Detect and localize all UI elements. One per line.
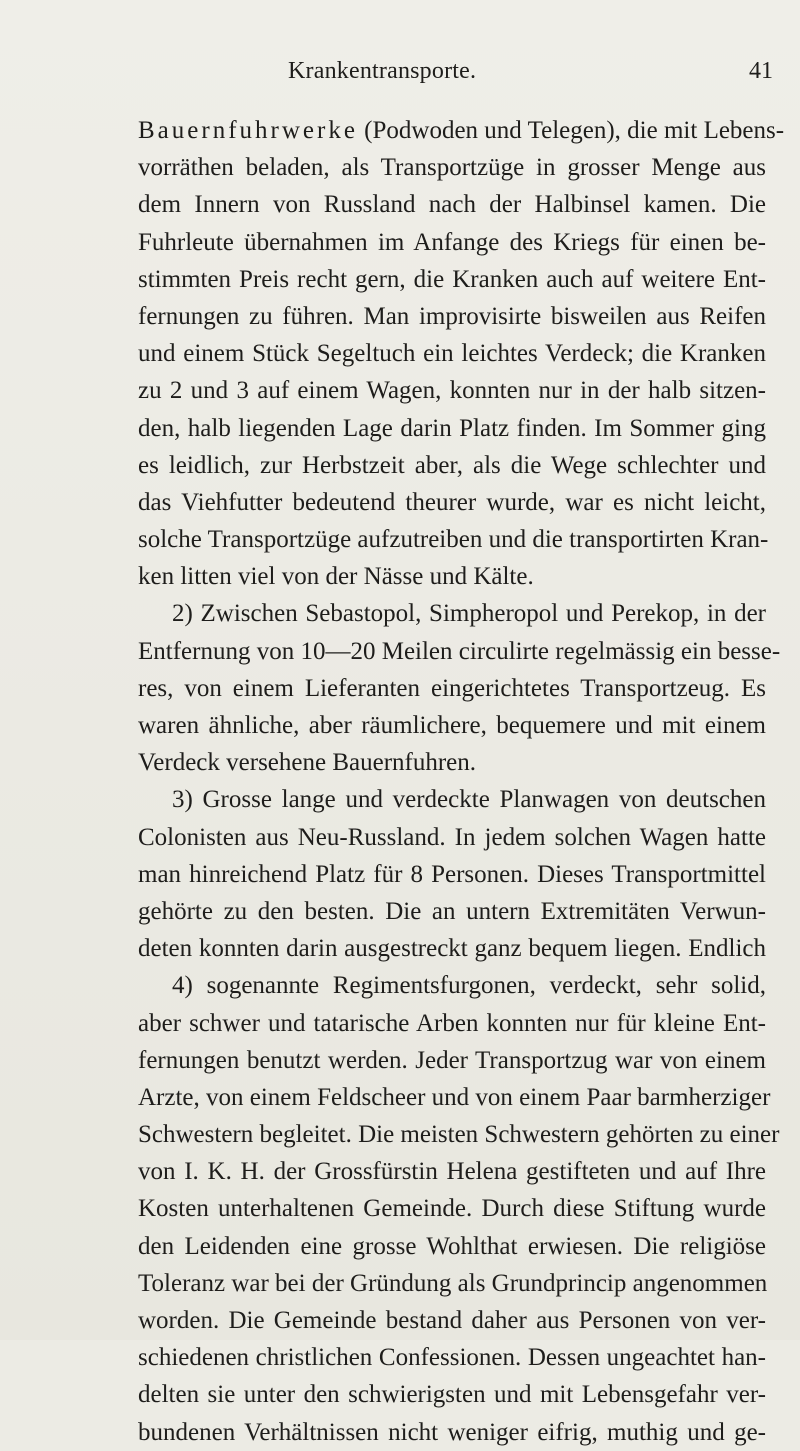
paragraph-first-line: 3) Grosse lange und verdeckte Planwagen von deutschen <box>172 786 766 814</box>
running-title: Krankentransporte. <box>288 58 477 84</box>
text-line: delten sie unter den schwierigsten und mit Lebensgefahr ver- <box>138 1381 766 1409</box>
paragraph-last-line: ken litten viel von der Nässe und Kälte. <box>138 563 534 591</box>
text-line: aber schwer und tatarische Arben konnten nur für kleine Ent- <box>138 1009 766 1037</box>
text-line: es leidlich, zur Herbstzeit aber, als die Wege schlechter und <box>138 451 766 479</box>
running-head <box>0 58 800 98</box>
text-line: vorräthen beladen, als Transportzüge in grosser Menge aus <box>138 154 766 182</box>
text-line: von I. K. H. der Grossfürstin Helena gestifteten und auf Ihre <box>138 1158 766 1186</box>
text-line <box>138 112 785 149</box>
text-line: worden. Die Gemeinde bestand daher aus Personen von ver- <box>138 1307 766 1334</box>
text-line: Arzte, von einem Feldscheer und von einem Paar barmherziger <box>138 1083 771 1111</box>
text-line: 4) sogenannte Regimentsfurgonen, verdeckt, sehr solid, <box>172 972 766 1000</box>
text-line: deten konnten darin ausgestreckt ganz bequem liegen. Endlich <box>138 935 766 963</box>
text-line: fernungen zu führen. Man improvisirte bisweilen aus Reifen <box>138 302 766 330</box>
text-line: waren ähnliche, aber räumlichere, bequemere und mit einem <box>138 712 766 739</box>
text-line: Fuhrleute übernahmen im Anfange des Kriegs für einen be- <box>138 228 766 256</box>
text-line: stimmten Preis recht gern, die Kranken auch auf weitere Ent- <box>138 265 766 293</box>
text-line: Toleranz war bei der Gründung als Grundprincip angenommen <box>138 1269 768 1297</box>
text-line: zu 2 und 3 auf einem Wagen, konnten nur in der halb sitzen- <box>138 377 766 405</box>
text-line: den Leidenden eine grosse Wohlthat erwiesen. Die religiöse <box>138 1232 766 1260</box>
body-text <box>138 112 785 1451</box>
text-line: gehörte zu den besten. Die an untern Extremitäten Verwun- <box>138 897 766 925</box>
text-line-rest: (Podwoden und Telegen), die mit Lebens- <box>357 117 785 144</box>
text-line: dem Innern von Russland nach der Halbinsel kamen. Die <box>138 191 766 219</box>
text-line: man hinreichend Platz für 8 Personen. Dieses Transportmittel <box>138 860 766 888</box>
paragraph-first-line: 2) Zwischen Sebastopol, Simpheropol und Perekop, in der <box>172 600 766 628</box>
text-line: res, von einem Lieferanten eingerichtetes Transportzeug. Es <box>138 674 766 702</box>
text-line: Colonisten aus Neu-Russland. In jedem solchen Wagen hatte <box>138 823 766 851</box>
spaced-term: Bauernfuhrwerke <box>138 117 358 144</box>
paragraph-last-line: Verdeck versehene Bauernfuhren. <box>138 749 477 777</box>
text-line: Entfernung von 10—20 Meilen circulirte regelmässig ein besse- <box>138 637 781 665</box>
text-line: das Viehfutter bedeutend theurer wurde, war es nicht leicht, <box>138 488 766 516</box>
text-line: und einem Stück Segeltuch ein leichtes Verdeck; die Kranken <box>138 340 766 368</box>
text-line: fernungen benutzt werden. Jeder Transportzug war von einem <box>138 1046 766 1074</box>
page-number: 41 <box>749 58 773 84</box>
text-line: Kosten unterhaltenen Gemeinde. Durch diese Stiftung wurde <box>138 1195 766 1223</box>
text-line: Schwestern begleitet. Die meisten Schwestern gehörten zu einer <box>138 1121 780 1149</box>
text-line: den, halb liegenden Lage darin Platz finden. Im Sommer ging <box>138 414 766 442</box>
text-line: solche Transportzüge aufzutreiben und die transportirten Kran- <box>138 526 769 554</box>
text-line: schiedenen christlichen Confessionen. Dessen ungeachtet han- <box>138 1344 766 1372</box>
text-line: bundenen Verhältnissen nicht weniger eifrig, muthig und ge- <box>138 1418 766 1446</box>
